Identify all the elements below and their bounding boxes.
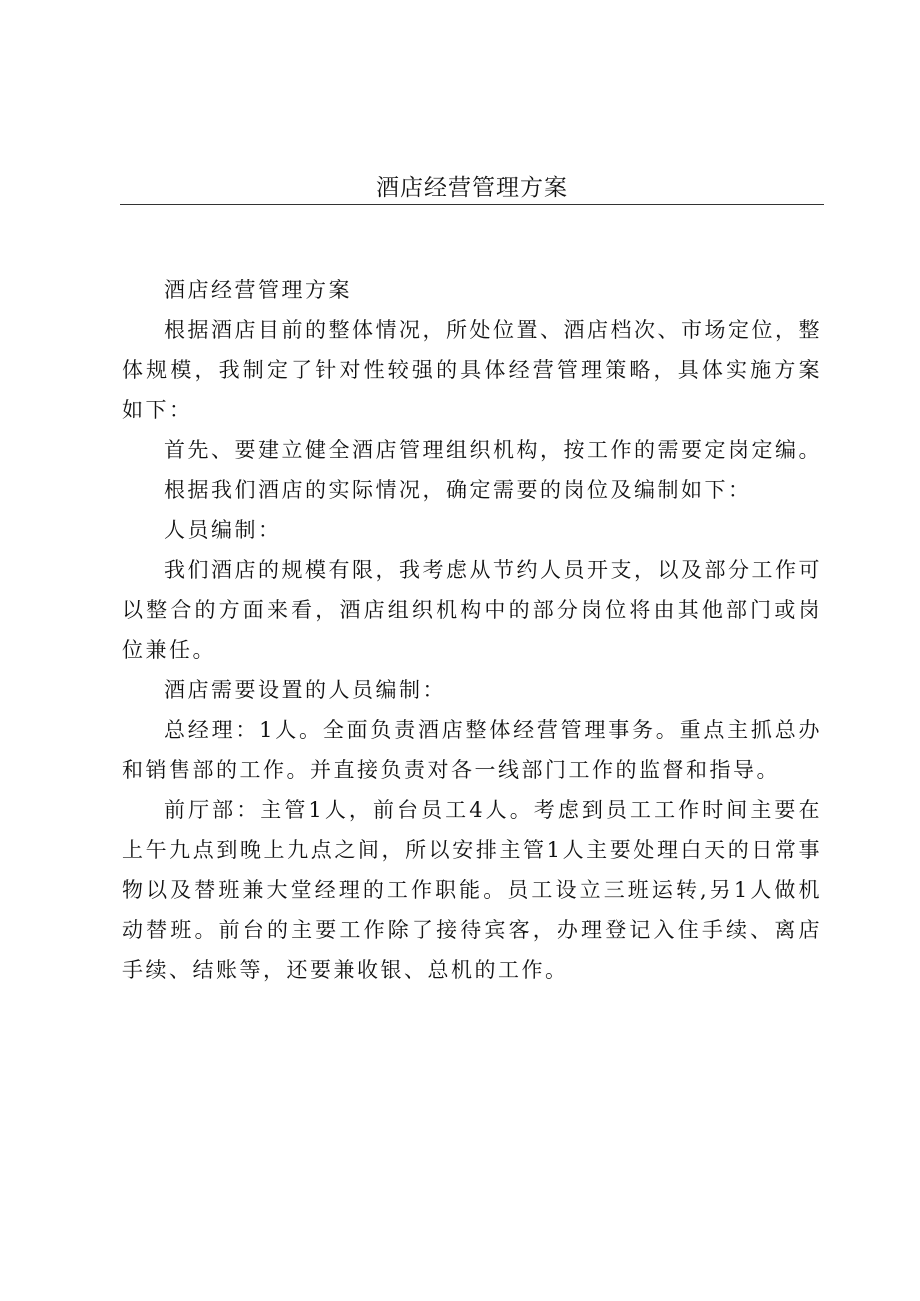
page-header: [120, 168, 824, 205]
header-title: 酒店经营管理方案: [376, 175, 568, 201]
paragraph-staffing-list-heading: 酒店需要设置的人员编制：: [164, 678, 446, 702]
paragraph-general-manager: 总经理：1人。全面负责酒店整体经营管理事务。重点主抓总办和销售部的工作。并直接负责对各一线部门工作的监督和指导。: [122, 718, 822, 782]
paragraph-intro: 根据酒店目前的整体情况，所处位置、酒店档次、市场定位，整体规模，我制定了针对性较强的具体经营管理策略，具体实施方案如下：: [122, 318, 822, 422]
document-body: [122, 270, 822, 990]
paragraph-staffing-heading: 人员编制：: [164, 518, 282, 542]
section-heading: 酒店经营管理方案: [164, 278, 352, 302]
paragraph-front-office: 前厅部：主管1人，前台员工4人。考虑到员工工作时间主要在上午九点到晚上九点之间，所以安排主管1人主要处理白天的日常事物以及替班兼大堂经理的工作职能。员工设立三班运转,另1人做机动替班。前台的主要工作除了接待宾客，办理登记入住手续、离店手续、结账等，还要兼收银、总机的工作。: [122, 798, 822, 982]
paragraph-scale: 我们酒店的规模有限，我考虑从节约人员开支，以及部分工作可以整合的方面来看，酒店组织机构中的部分岗位将由其他部门或岗位兼任。: [122, 558, 822, 662]
paragraph-positions: 根据我们酒店的实际情况，确定需要的岗位及编制如下：: [164, 478, 752, 502]
paragraph-organization: 首先、要建立健全酒店管理组织机构，按工作的需要定岗定编。: [164, 438, 822, 462]
